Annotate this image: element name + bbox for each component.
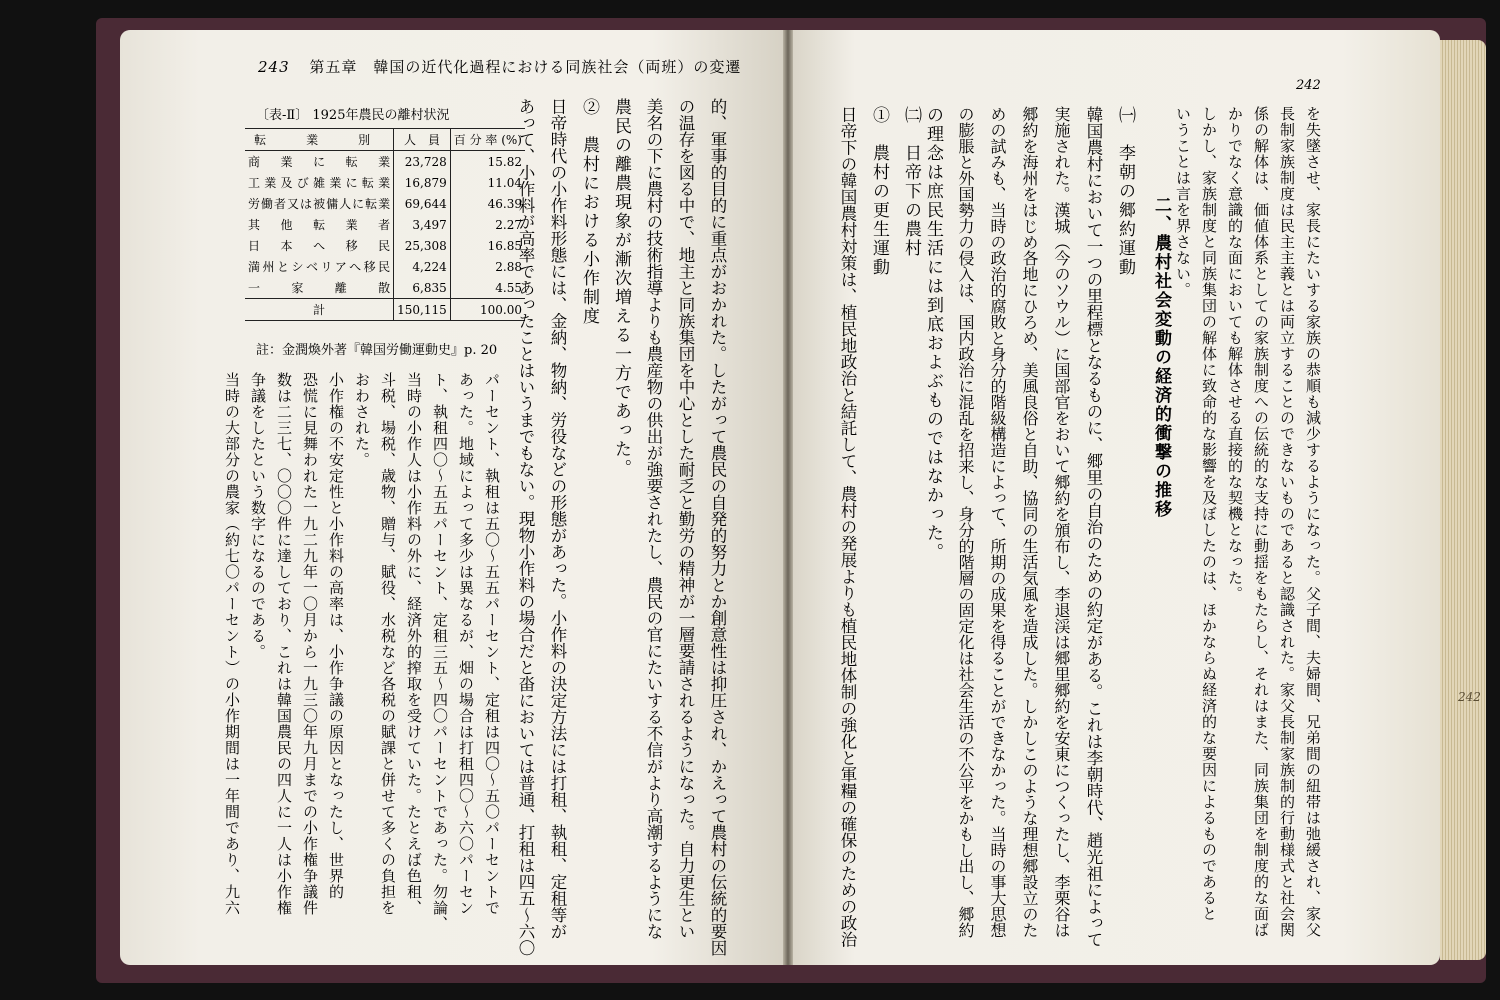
text-column: 数は二三七、〇〇〇件に達しており、これは韓国農民の四人に一人は小作権 xyxy=(275,372,293,916)
table-cell: 11.04 xyxy=(450,172,525,193)
text-column: 当時の大部分の農家（約七〇パーセント）の小作期間は一年間であり、九六 xyxy=(223,372,241,916)
table-label: 〔表-Ⅱ〕 xyxy=(256,108,309,123)
table-cell: 25,308 xyxy=(394,235,451,256)
table-cell: 16,879 xyxy=(394,172,451,193)
text-column: を失墜させ、家長にたいする家族の恭順も減少するようになった。父子間、夫婦間、兄弟間の紐帯は弛緩され、家父 xyxy=(1304,106,1322,938)
table-cell: 16.85 xyxy=(450,235,525,256)
table-header: 人 員 xyxy=(394,129,451,151)
table-note: 註：金潤煥外著『韓国労働運動史』p. 20 xyxy=(256,343,498,358)
table-cell: 工業及び雑業に転業 xyxy=(248,176,391,190)
chapter-title: 第五章 韓国の近代化過程における同族社会（両班）の変遷 xyxy=(309,58,742,76)
table-title xyxy=(256,104,449,123)
page-edges xyxy=(1440,40,1486,960)
text-column: あった。地域によって多少は異なるが、畑の場合は打租四〇～六〇パーセン xyxy=(457,372,475,916)
subsection-heading: ㈡ 日帝下の農村 xyxy=(901,106,921,258)
page-number-edge: 242 xyxy=(1458,690,1481,704)
text-column: おわされた。 xyxy=(353,372,371,468)
text-column: 小作権の不安定性と小作料の高率は、小作争議の原因となったし、世界的 xyxy=(327,372,345,900)
text-column: 係の解体は、価値体系としての家族制度への伝統的な支持に動揺をもたらし、それはまた、同族集団を制度的な面ば xyxy=(1252,106,1270,938)
table-cell: 其他転業者 xyxy=(248,218,391,232)
table-cell: 一家離散 xyxy=(248,281,391,295)
table-cell: 46.39 xyxy=(450,193,525,214)
text-column: 美名の下に農村の技術指導よりも農産物の供出が強要されたし、農民の官にたいする不信がより高潮するようにな xyxy=(644,98,663,940)
text-column: 韓国農村において一つの里程標となるものに、郷里の自治のための約定がある。これは李朝時代、趙光祖によって xyxy=(1084,106,1103,948)
text-column: の理念は庶民生活には到底およぶものではなかった。 xyxy=(923,106,943,562)
text-column: ト、執租四〇～五五パーセント、定租三五～四〇パーセントであった。勿論、 xyxy=(431,372,449,932)
table-header: 百 分 率 (%) xyxy=(450,129,525,151)
table-cell: 150,115 xyxy=(394,299,451,321)
table-row xyxy=(245,235,525,256)
table-cell: 3,497 xyxy=(394,214,451,235)
table-row xyxy=(245,256,525,277)
table-row xyxy=(245,151,525,173)
table-cell: 商業に転業 xyxy=(248,155,391,169)
text-column: いうことは言を界さない。 xyxy=(1174,106,1192,298)
table-cell: 労働者又は被傭人に転業 xyxy=(248,197,391,211)
book-gutter xyxy=(783,30,793,965)
table-cell: 100.00 xyxy=(450,299,525,321)
table-cell: 満州とシベリアへ移民 xyxy=(248,260,391,274)
text-column: 長制家族制度は民主主義とは両立することのできないものであると認識された。家父長制家族制的行動様式と社会関 xyxy=(1278,106,1296,938)
text-column: しかし、家族制度と同族集団の解体に致命的な影響を及ぼしたのは、ほかならぬ経済的な要因によるものであると xyxy=(1200,106,1218,922)
text-column: 恐慌に見舞われた一九二九年一〇月から一九三〇年九月までの小作権争議件 xyxy=(301,372,319,916)
migration-table xyxy=(245,128,525,321)
text-column: パーセント、執租は五〇～五五パーセント、定租は四〇～五〇パーセントで xyxy=(483,372,501,916)
text-column: 日帝下の韓国農村対策は、植民地政治と結託して、農村の発展よりも植民地体制の強化と軍糧の確保のための政治 xyxy=(838,106,857,948)
page-number-right: 242 xyxy=(1296,78,1321,93)
text-column: 斗税、場税、歳物、贈与、賦役、水税など各税の賦課と併せて多くの負担を xyxy=(379,372,397,916)
table-cell: 日本へ移民 xyxy=(248,239,391,253)
text-column: 日帝時代の小作料形態には、金納、物納、労役などの形態があった。小作料の決定方法には打租、執租、定租等が xyxy=(548,98,567,940)
text-column: 当時の小作人は小作料の外に、経済外的搾取を受けていた。たとえば色租、 xyxy=(405,372,423,916)
table-caption: 1925年農民の離村状況 xyxy=(312,108,450,123)
page-number-left: 243 xyxy=(258,58,290,76)
text-column: の膨脹と外国勢力の侵入は、国内政治に混乱を招来し、身分的階層の固定化は社会生活の不公平をかもし出し、郷約 xyxy=(956,106,975,938)
text-column: 争議をしたという数字になるのである。 xyxy=(249,372,267,660)
running-head xyxy=(258,56,741,77)
text-column: 郷約を海州をはじめ各地にひろめ、美風良俗と自助、協同の生活気風を造成した。しかしこのような理想郷設立のた xyxy=(1020,106,1039,938)
table-cell: 4,224 xyxy=(394,256,451,277)
text-column: かりでなく意識的な面においても解体させる直接的な契機となった。 xyxy=(1226,106,1244,602)
table-cell: 2.27 xyxy=(450,214,525,235)
subsection-heading: ① 農村の更生運動 xyxy=(869,106,889,277)
text-column: 実施された。漢城（今のソウル）に国部官をおいて郷約を頒布し、李退渓は郷里郷約を安東につくったし、李栗谷は xyxy=(1052,106,1071,938)
table-row xyxy=(245,172,525,193)
table-header-row xyxy=(245,129,525,151)
table-cell: 計 xyxy=(245,299,394,321)
table-cell: 2.88 xyxy=(450,256,525,277)
section-heading: 二、農村社会変動の経済的衝撃の推移 xyxy=(1151,196,1171,519)
text-column: 的、軍事的目的に重点がおかれた。したがって農民の自発的努力とか創意性は抑圧され、かえって農村の伝統的要因 xyxy=(708,98,727,956)
table-cell: 15.82 xyxy=(450,151,525,173)
table-cell: 6,835 xyxy=(394,277,451,299)
text-column: の温存を図る中で、地主と同族集団を中心とした耐乏と勤労の精神が一層要請されるようになった。自力更生とい xyxy=(676,98,695,940)
subsection-heading: ㈠ 李朝の郷約運動 xyxy=(1115,106,1135,277)
table-row xyxy=(245,193,525,214)
table-cell: 69,644 xyxy=(394,193,451,214)
subsection-heading: ② 農村における小作制度 xyxy=(579,98,599,326)
table-row xyxy=(245,277,525,299)
table-cell: 23,728 xyxy=(394,151,451,173)
text-column: あって、小作料が高率であったことはいうまでもない。現物小作料の場合だと畓においては普通、打租は四五～六〇 xyxy=(516,98,535,956)
table-header: 転 業 別 xyxy=(245,129,394,151)
table-total-row xyxy=(245,299,525,321)
text-column: 農民の離農現象が漸次増える一方であった。 xyxy=(611,98,631,478)
table-cell: 4.55 xyxy=(450,277,525,299)
text-column: めの試みも、当時の政治的腐敗と身分的階級構造によって、所期の成果を得ることができなかった。当時の事大思想 xyxy=(988,106,1007,938)
table-row xyxy=(245,214,525,235)
